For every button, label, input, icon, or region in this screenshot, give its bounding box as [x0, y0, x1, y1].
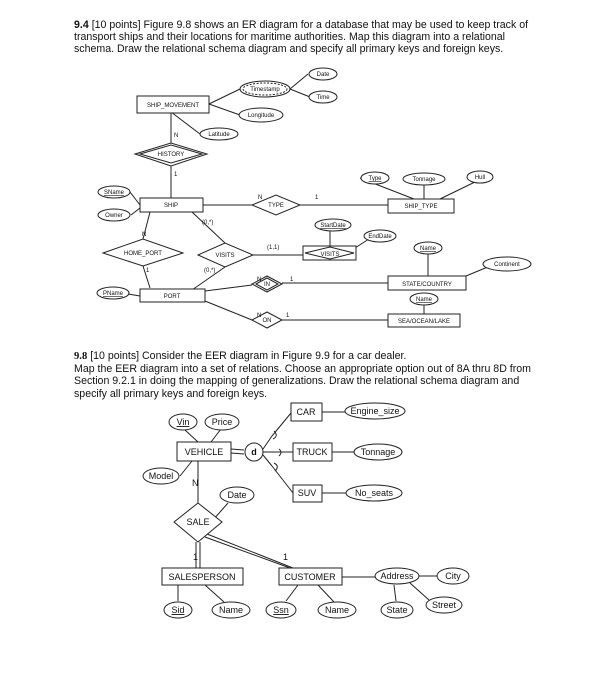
attribute-address-label: Address: [380, 571, 414, 581]
entity-suv-label: SUV: [297, 488, 317, 498]
attribute-end-date-label: EndDate: [368, 234, 392, 240]
card-visits-0n: (0,*): [202, 220, 214, 226]
attribute-model-label: Model: [148, 471, 174, 481]
entity-state-country-label: STATE/COUNTRY: [402, 282, 452, 288]
question-9-8-body: Map the EER diagram into a set of relations. Choose an appropriate option out of 8A thru 8D from Section 9.2.1 in doing the mapping of generalizations. Draw the relational schema diagram and specify all primary keys and foreign keys.: [74, 363, 531, 400]
entity-ship-label: SHIP: [163, 203, 179, 209]
attribute-salesperson-name-label: Name: [218, 605, 244, 615]
attribute-sname-label: SName: [103, 190, 125, 196]
entity-sea-ocean-lake-label: SEA/OCEAN/LAKE: [397, 319, 451, 325]
entity-ship-movement-label: SHIP_MOVEMENT: [146, 103, 200, 109]
disjoint-symbol: d: [251, 447, 257, 457]
attribute-street-label: Street: [431, 600, 457, 610]
entity-customer-label: CUSTOMER: [284, 572, 336, 582]
card-visits-11: (1,1): [267, 245, 280, 251]
card-type-n: N: [258, 195, 263, 201]
attribute-sid-label: Sid: [171, 605, 185, 615]
card-visits-0n2: (0,*): [204, 268, 216, 274]
card-history-1: 1: [174, 172, 178, 178]
relationship-in-label: IN: [264, 282, 270, 288]
relationship-visits-left-label: VISITS: [215, 253, 235, 259]
relationship-home-port-label: HOME_PORT: [124, 251, 162, 257]
attribute-sea-name-label: Name: [415, 297, 433, 303]
relationship-sale-label: SALE: [186, 517, 210, 527]
entity-port-label: PORT: [163, 294, 181, 300]
attribute-city-label: City: [445, 571, 461, 581]
entity-car-label: CAR: [296, 407, 316, 417]
attribute-price-label: Price: [211, 417, 233, 427]
figure-9-8: [97, 68, 531, 328]
attribute-customer-name-label: Name: [324, 605, 350, 615]
attribute-vin-label: Vin: [176, 417, 190, 427]
card-history-n: N: [174, 133, 179, 139]
card-type-1: 1: [315, 195, 319, 201]
attribute-tonnage-label: Tonnage: [360, 447, 396, 457]
card-home-1: 1: [146, 268, 150, 274]
card-on-1: 1: [286, 313, 290, 319]
attribute-longitude-label: Longitude: [247, 113, 275, 119]
relationship-on-label: ON: [262, 318, 272, 324]
attribute-date-label: Date: [316, 72, 330, 78]
attribute-state-label: State: [386, 605, 408, 615]
attribute-hull-label: Hull: [474, 175, 486, 181]
attribute-latitude-label: Latitude: [208, 132, 230, 138]
entity-salesperson-label: SALESPERSON: [168, 572, 236, 582]
question-9-4-number: 9.4: [74, 19, 89, 31]
card-home-n: N: [142, 232, 147, 238]
attribute-type-label: Type: [368, 176, 382, 182]
relationship-history-label: HISTORY: [157, 152, 185, 158]
relationship-visits-right-label: VISITS: [320, 252, 340, 258]
entity-ship-type-label: SHIP_TYPE: [404, 204, 438, 210]
card-on-n: N: [257, 313, 262, 319]
attribute-country-name-label: Name: [419, 246, 437, 252]
question-9-8-lead: [10 points] Consider the EER diagram in Figure 9.9 for a car dealer.: [90, 350, 407, 362]
card-vehicle-n: N: [192, 478, 199, 488]
card-salesperson-1: 1: [193, 552, 199, 562]
attribute-engine-size-label: Engine_size: [350, 406, 400, 416]
question-9-4-text: [10 points] Figure 9.8 shows an ER diagram for a database that may be used to keep track of transport ships and their locations for maritime authorities. Map this diagram into a relational schema. Draw the relational schema diagram and specify all primary keys and foreign keys.: [74, 19, 529, 56]
entity-truck-label: TRUCK: [296, 447, 328, 457]
attribute-no-seats-label: No_seats: [354, 488, 394, 498]
attribute-owner-label: Owner: [105, 213, 123, 219]
attribute-pname-label: PName: [102, 291, 124, 297]
question-9-8-number: 9.8: [74, 351, 88, 362]
relationship-type-label: TYPE: [268, 203, 284, 209]
attribute-timestamp-label: Timestamp: [250, 87, 280, 93]
card-in-1: 1: [290, 277, 294, 283]
attribute-continent-label: Continent: [494, 262, 520, 268]
card-customer-1: 1: [283, 552, 289, 562]
attribute-ssn-label: Ssn: [273, 605, 289, 615]
card-in-n: N: [257, 277, 262, 283]
figure-9-9: [143, 403, 469, 618]
attribute-start-date-label: StartDate: [320, 223, 346, 229]
entity-vehicle-label: VEHICLE: [184, 447, 224, 457]
attribute-time-label: Time: [316, 95, 330, 101]
attribute-tonnage-label: Tonnage: [412, 177, 436, 183]
attribute-date-label: Date: [227, 490, 247, 500]
